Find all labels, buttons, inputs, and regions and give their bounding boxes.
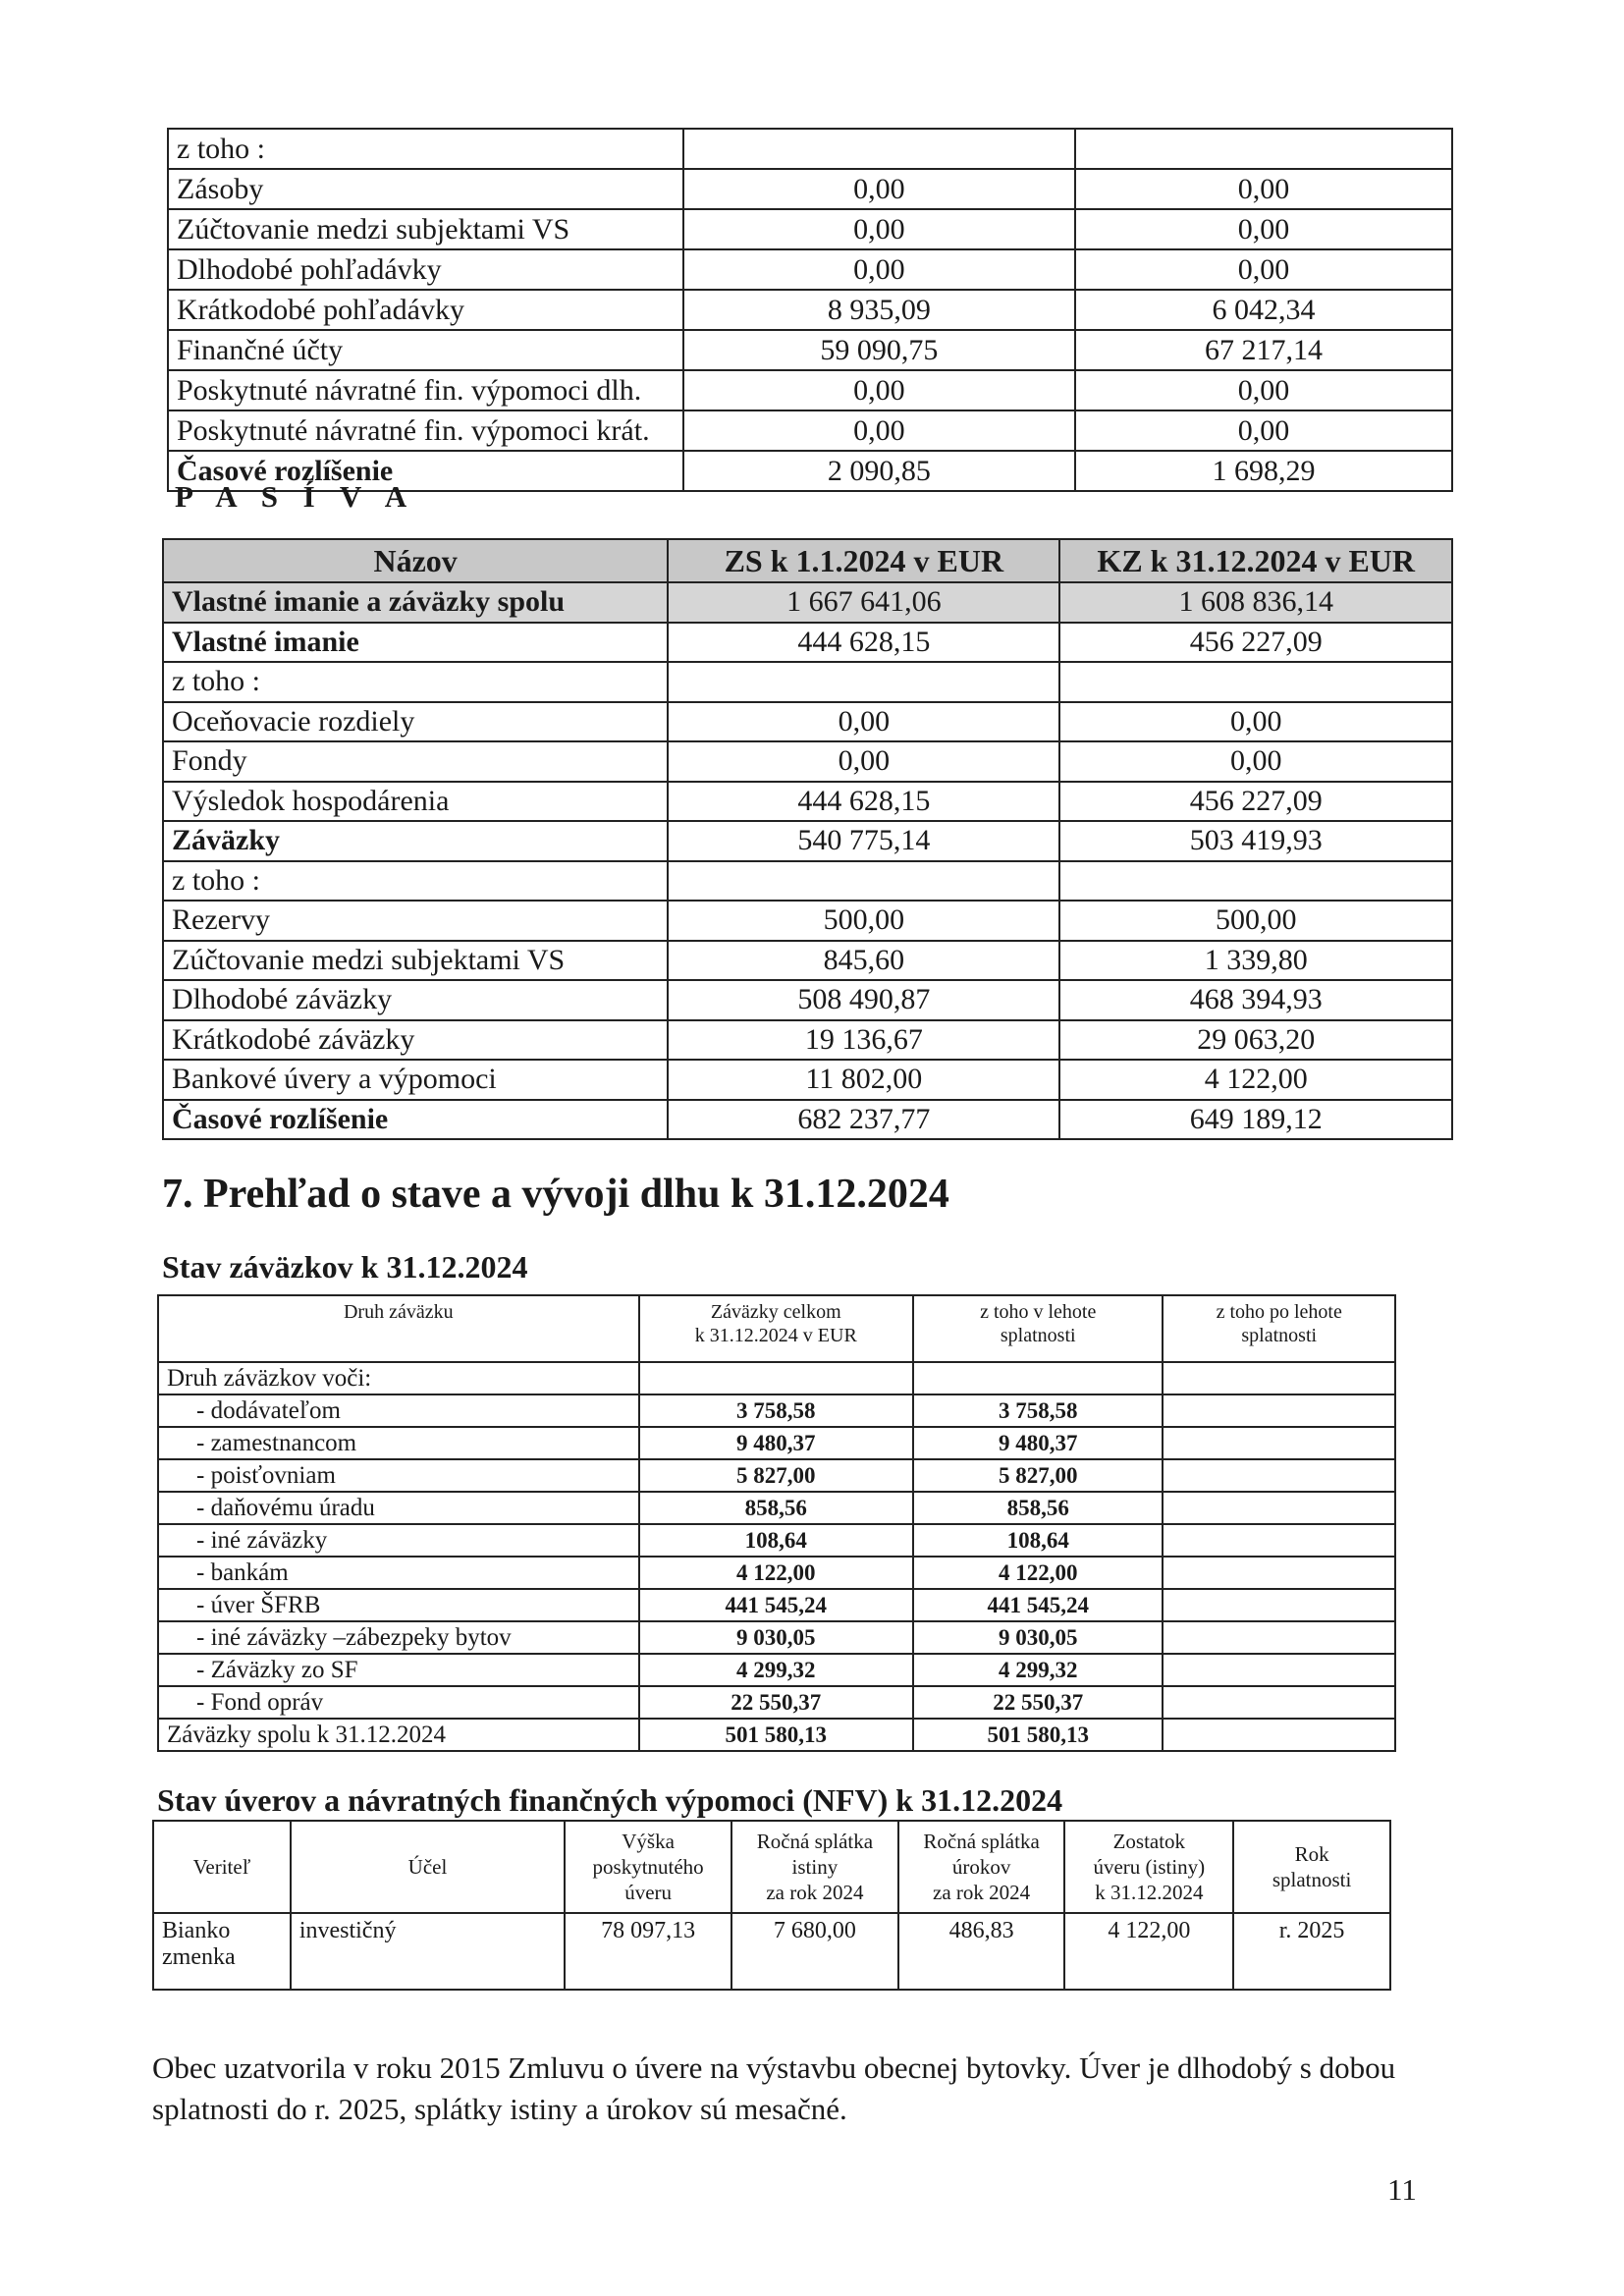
aktiva-row — [168, 330, 1452, 370]
row-value-kz: 1 339,80 — [1059, 941, 1452, 981]
row-label: - dodávateľom — [158, 1394, 639, 1427]
total-po-lehote — [1163, 1719, 1395, 1751]
row-value-kz: 649 189,12 — [1059, 1100, 1452, 1140]
row-label: Krátkodobé záväzky — [163, 1020, 668, 1061]
zavazky-row — [158, 1394, 1395, 1427]
row-value-celkom: 3 758,58 — [639, 1394, 913, 1427]
row-value-kz: 6 042,34 — [1075, 290, 1452, 330]
row-value-po-lehote — [1163, 1686, 1395, 1719]
row-label: - úver ŠFRB — [158, 1589, 639, 1621]
zavazky-row — [158, 1589, 1395, 1621]
header-zostatok: Zostatok úveru (istiny) k 31.12.2024 — [1064, 1821, 1233, 1913]
zavazky-row — [158, 1621, 1395, 1654]
pasiva-row — [163, 662, 1452, 702]
row-label: Rezervy — [163, 901, 668, 941]
zavazky-total-row — [158, 1719, 1395, 1751]
row-zostatok: 4 122,00 — [1064, 1913, 1233, 1990]
pasiva-total-row — [163, 582, 1452, 623]
row-value-po-lehote — [1163, 1524, 1395, 1557]
row-value-v-lehote: 4 122,00 — [913, 1557, 1163, 1589]
zavazky-header-row — [158, 1295, 1395, 1362]
row-veritel: Bianko zmenka — [153, 1913, 291, 1990]
zavazky-row — [158, 1459, 1395, 1492]
row-label: z toho : — [163, 861, 668, 902]
pasiva-row — [163, 702, 1452, 742]
row-value-v-lehote: 3 758,58 — [913, 1394, 1163, 1427]
row-label: - poisťovniam — [158, 1459, 639, 1492]
row-value-v-lehote: 5 827,00 — [913, 1459, 1163, 1492]
total-label: Záväzky spolu k 31.12.2024 — [158, 1719, 639, 1751]
row-value-kz: 0,00 — [1059, 702, 1452, 742]
row-value-zs: 540 775,14 — [668, 821, 1059, 861]
uvery-table — [152, 1820, 1391, 1991]
zavazky-row — [158, 1492, 1395, 1524]
pasiva-row — [163, 861, 1452, 902]
row-label: Výsledok hospodárenia — [163, 782, 668, 822]
row-value-v-lehote: 858,56 — [913, 1492, 1163, 1524]
row-value-kz — [1059, 861, 1452, 902]
total-celkom: 501 580,13 — [639, 1719, 913, 1751]
zavazky-row — [158, 1524, 1395, 1557]
row-value-zs: 0,00 — [683, 209, 1075, 249]
row-value-kz: 0,00 — [1059, 741, 1452, 782]
row-label: - Fond opráv — [158, 1686, 639, 1719]
loan-paragraph: Obec uzatvorila v roku 2015 Zmluvu o úvere na výstavbu obecnej bytovky. Úver je dlhodobý s dobou splatnosti do r. 2025, splátky istiny a úrokov sú mesačné. — [152, 2050, 1396, 2126]
row-label: z toho : — [168, 129, 683, 169]
row-label: Záväzky — [163, 821, 668, 861]
row-value-celkom: 4 122,00 — [639, 1557, 913, 1589]
row-value-zs: 0,00 — [683, 410, 1075, 451]
row-value-v-lehote: 9 480,37 — [913, 1427, 1163, 1459]
pasiva-row — [163, 941, 1452, 981]
row-label: Dlhodobé záväzky — [163, 980, 668, 1020]
pasiva-row — [163, 741, 1452, 782]
row-value-kz: 4 122,00 — [1059, 1060, 1452, 1100]
row-ucel: investičný — [291, 1913, 565, 1990]
row-label: Zúčtovanie medzi subjektami VS — [163, 941, 668, 981]
pasiva-row — [163, 901, 1452, 941]
zavazky-row — [158, 1557, 1395, 1589]
row-label: - daňovému úradu — [158, 1492, 639, 1524]
header-splatka-istiny: Ročná splátka istiny za rok 2024 — [731, 1821, 898, 1913]
total-kz: 1 608 836,14 — [1059, 582, 1452, 623]
zavazky-group-row — [158, 1362, 1395, 1394]
row-value-zs: 0,00 — [683, 249, 1075, 290]
row-value-kz: 468 394,93 — [1059, 980, 1452, 1020]
row-label: Oceňovacie rozdiely — [163, 702, 668, 742]
row-label: z toho : — [163, 662, 668, 702]
pasiva-row — [163, 980, 1452, 1020]
row-value-v-lehote: 441 545,24 — [913, 1589, 1163, 1621]
row-value-zs: 2 090,85 — [683, 451, 1075, 491]
row-value-zs: 8 935,09 — [683, 290, 1075, 330]
zavazky-table — [157, 1294, 1396, 1752]
row-value-zs — [668, 861, 1059, 902]
row-value-kz: 456 227,09 — [1059, 782, 1452, 822]
row-value-po-lehote — [1163, 1427, 1395, 1459]
aktiva-row — [168, 209, 1452, 249]
pasiva-row — [163, 1020, 1452, 1061]
row-label: Finančné účty — [168, 330, 683, 370]
row-value-zs — [668, 662, 1059, 702]
row-value-zs: 845,60 — [668, 941, 1059, 981]
row-value-po-lehote — [1163, 1621, 1395, 1654]
zavazky-heading: Stav záväzkov k 31.12.2024 — [162, 1249, 528, 1285]
row-value-kz — [1075, 129, 1452, 169]
row-label: - bankám — [158, 1557, 639, 1589]
row-value-celkom: 441 545,24 — [639, 1589, 913, 1621]
pasiva-row — [163, 1100, 1452, 1140]
row-value-po-lehote — [1163, 1589, 1395, 1621]
uvery-heading: Stav úverov a návratných finančných výpomoci (NFV) k 31.12.2024 — [157, 1782, 1063, 1818]
header-kz: KZ k 31.12.2024 v EUR — [1059, 539, 1452, 582]
pasiva-row — [163, 821, 1452, 861]
row-value-po-lehote — [1163, 1557, 1395, 1589]
row-value-zs: 0,00 — [683, 169, 1075, 209]
row-value-v-lehote: 9 030,05 — [913, 1621, 1163, 1654]
row-value-po-lehote — [1163, 1654, 1395, 1686]
row-value-zs — [683, 129, 1075, 169]
zavazky-row — [158, 1686, 1395, 1719]
row-value-po-lehote — [1163, 1459, 1395, 1492]
row-value-zs: 19 136,67 — [668, 1020, 1059, 1061]
row-value-zs: 444 628,15 — [668, 782, 1059, 822]
row-value-po-lehote — [1163, 1394, 1395, 1427]
row-label: - iné záväzky — [158, 1524, 639, 1557]
row-value-kz: 67 217,14 — [1075, 330, 1452, 370]
row-label: Fondy — [163, 741, 668, 782]
header-druh: Druh záväzku — [158, 1295, 639, 1362]
row-rok: r. 2025 — [1233, 1913, 1390, 1990]
row-label: Krátkodobé pohľadávky — [168, 290, 683, 330]
row-value-celkom: 22 550,37 — [639, 1686, 913, 1719]
pasiva-header-row — [163, 539, 1452, 582]
header-zs: ZS k 1.1.2024 v EUR — [668, 539, 1059, 582]
row-value-celkom: 5 827,00 — [639, 1459, 913, 1492]
total-v-lehote: 501 580,13 — [913, 1719, 1163, 1751]
row-value-zs: 500,00 — [668, 901, 1059, 941]
aktiva-row — [168, 129, 1452, 169]
pasiva-table — [162, 538, 1453, 1140]
row-label: Zásoby — [168, 169, 683, 209]
row-value-celkom: 108,64 — [639, 1524, 913, 1557]
aktiva-table — [167, 128, 1453, 492]
row-label: - zamestnancom — [158, 1427, 639, 1459]
row-value-kz: 0,00 — [1075, 249, 1452, 290]
aktiva-row — [168, 290, 1452, 330]
row-value-v-lehote: 4 299,32 — [913, 1654, 1163, 1686]
header-celkom: Záväzky celkom k 31.12.2024 v EUR — [639, 1295, 913, 1362]
uvery-header-row — [153, 1821, 1390, 1913]
aktiva-row — [168, 249, 1452, 290]
row-value-celkom: 9 480,37 — [639, 1427, 913, 1459]
zavazky-row — [158, 1654, 1395, 1686]
row-value-v-lehote: 22 550,37 — [913, 1686, 1163, 1719]
row-label: Časové rozlíšenie — [168, 451, 683, 491]
total-zs: 1 667 641,06 — [668, 582, 1059, 623]
page-number: 11 — [1387, 2172, 1417, 2207]
row-vyska: 78 097,13 — [565, 1913, 731, 1990]
row-label: Vlastné imanie — [163, 623, 668, 663]
row-label: Poskytnuté návratné fin. výpomoci krát. — [168, 410, 683, 451]
zavazky-row — [158, 1427, 1395, 1459]
row-value-kz: 29 063,20 — [1059, 1020, 1452, 1061]
row-value-v-lehote: 108,64 — [913, 1524, 1163, 1557]
header-rok: Rok splatnosti — [1233, 1821, 1390, 1913]
uvery-row — [153, 1913, 1390, 1990]
pasiva-row — [163, 782, 1452, 822]
header-ucel: Účel — [291, 1821, 565, 1913]
row-splatka-istiny: 7 680,00 — [731, 1913, 898, 1990]
header-po-lehote: z toho po lehote splatnosti — [1163, 1295, 1395, 1362]
aktiva-row — [168, 370, 1452, 410]
row-value-kz: 1 698,29 — [1075, 451, 1452, 491]
row-value-zs: 11 802,00 — [668, 1060, 1059, 1100]
header-veritel: Veriteľ — [153, 1821, 291, 1913]
row-splatka-urokov: 486,83 — [898, 1913, 1065, 1990]
row-value-zs: 444 628,15 — [668, 623, 1059, 663]
pasiva-row — [163, 623, 1452, 663]
row-value-celkom: 4 299,32 — [639, 1654, 913, 1686]
header-name: Názov — [163, 539, 668, 582]
header-v-lehote: z toho v lehote splatnosti — [913, 1295, 1163, 1362]
row-label: - iné záväzky –zábezpeky bytov — [158, 1621, 639, 1654]
row-label: Poskytnuté návratné fin. výpomoci dlh. — [168, 370, 683, 410]
row-value-kz: 503 419,93 — [1059, 821, 1452, 861]
row-value-kz: 0,00 — [1075, 410, 1452, 451]
row-value-kz: 0,00 — [1075, 209, 1452, 249]
row-value-zs: 508 490,87 — [668, 980, 1059, 1020]
aktiva-row — [168, 410, 1452, 451]
row-value-kz: 0,00 — [1075, 169, 1452, 209]
row-label: Zúčtovanie medzi subjektami VS — [168, 209, 683, 249]
row-label: Časové rozlíšenie — [163, 1100, 668, 1140]
row-value-po-lehote — [1163, 1492, 1395, 1524]
row-value-celkom: 858,56 — [639, 1492, 913, 1524]
total-label: Vlastné imanie a záväzky spolu — [163, 582, 668, 623]
header-splatka-urokov: Ročná splátka úrokov za rok 2024 — [898, 1821, 1065, 1913]
row-value-kz: 0,00 — [1075, 370, 1452, 410]
row-label: Bankové úvery a výpomoci — [163, 1060, 668, 1100]
section-title: 7. Prehľad o stave a vývoji dlhu k 31.12.2024 — [162, 1172, 949, 1217]
row-value-kz — [1059, 662, 1452, 702]
row-value-celkom: 9 030,05 — [639, 1621, 913, 1654]
row-label: - Záväzky zo SF — [158, 1654, 639, 1686]
pasiva-heading: P A S Í V A — [175, 479, 416, 514]
row-value-zs: 0,00 — [668, 741, 1059, 782]
pasiva-row — [163, 1060, 1452, 1100]
header-vyska: Výška poskytnutého úveru — [565, 1821, 731, 1913]
row-value-kz: 456 227,09 — [1059, 623, 1452, 663]
row-value-zs: 59 090,75 — [683, 330, 1075, 370]
row-value-kz: 500,00 — [1059, 901, 1452, 941]
row-value-zs: 682 237,77 — [668, 1100, 1059, 1140]
row-value-zs: 0,00 — [668, 702, 1059, 742]
row-value-zs: 0,00 — [683, 370, 1075, 410]
group-label: Druh záväzkov voči: — [158, 1362, 639, 1394]
aktiva-row — [168, 169, 1452, 209]
row-label: Dlhodobé pohľadávky — [168, 249, 683, 290]
